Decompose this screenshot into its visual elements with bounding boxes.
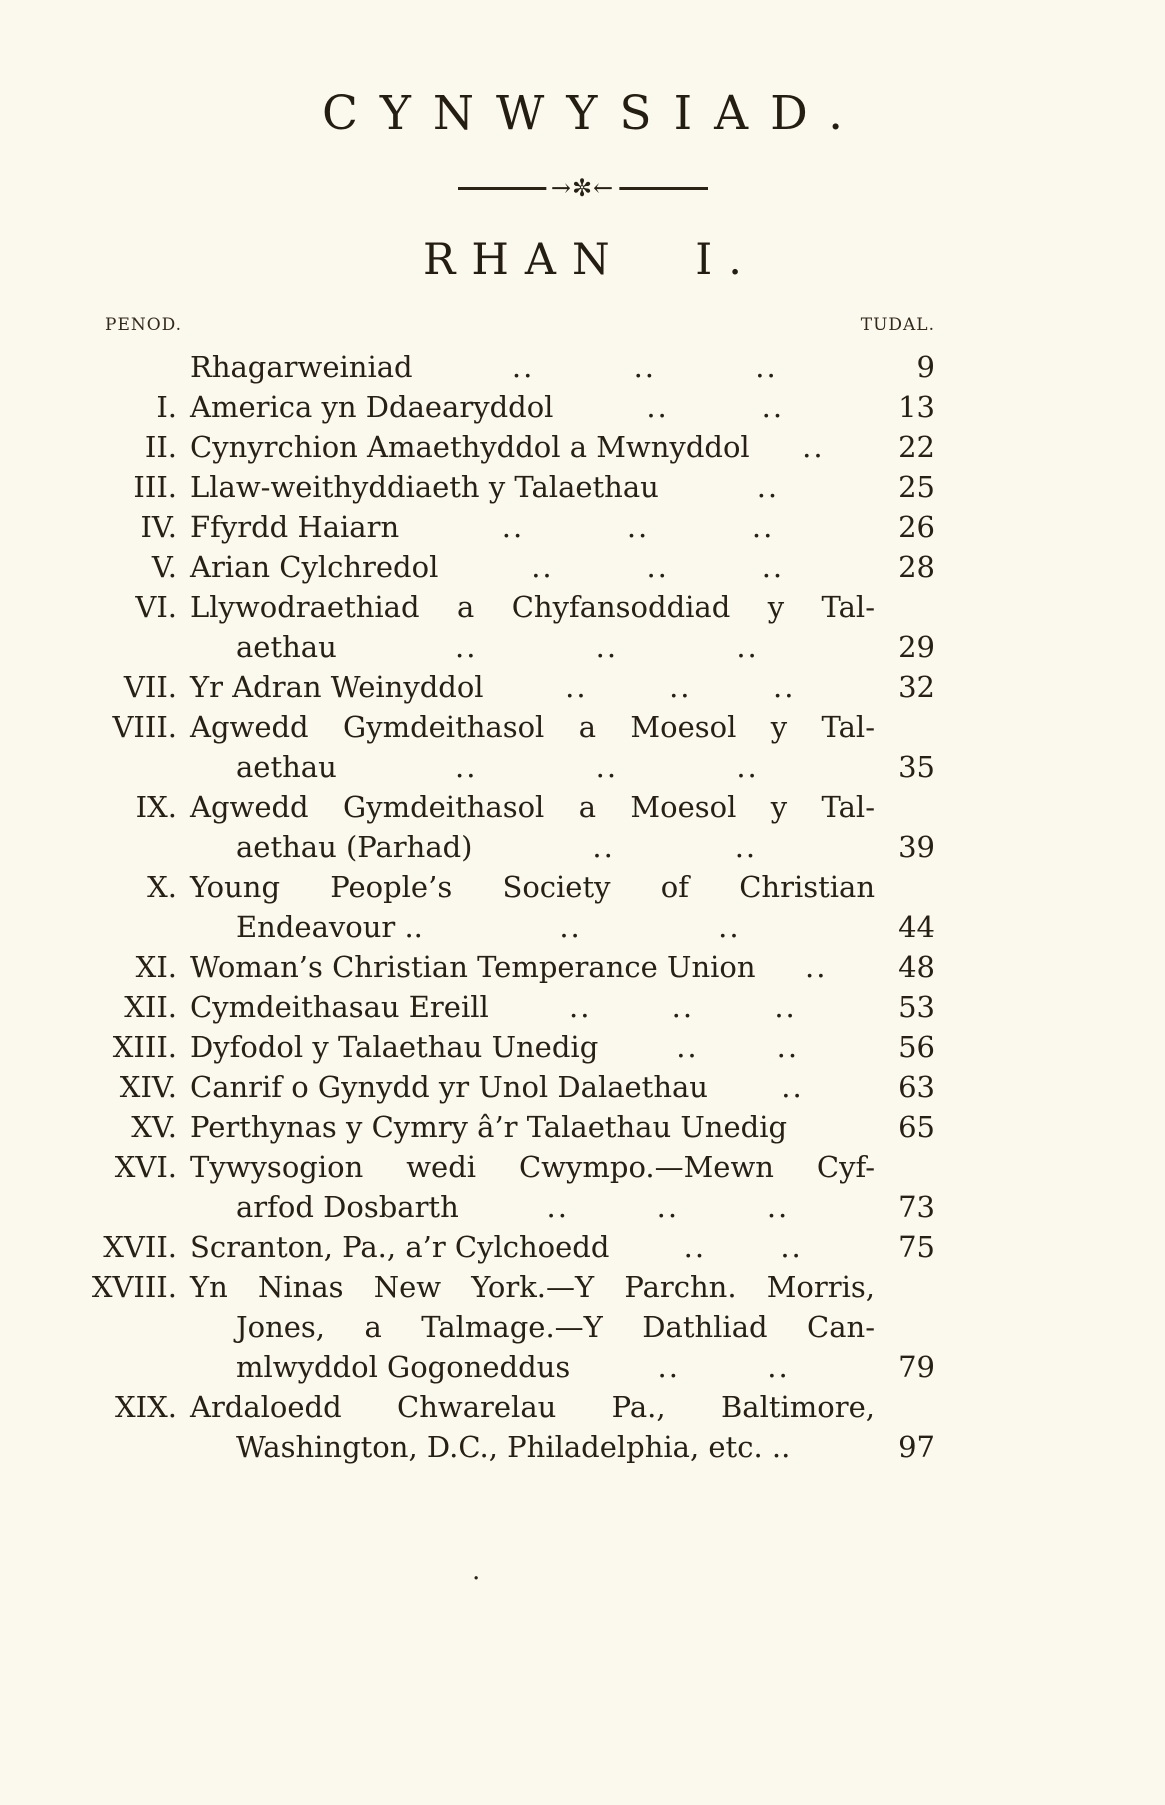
dot-group: .. bbox=[718, 910, 741, 944]
chapter-numeral: I. bbox=[156, 390, 177, 424]
entry-title: aethau bbox=[236, 630, 337, 664]
page-number: 97 bbox=[898, 1430, 935, 1464]
page-number: 65 bbox=[898, 1110, 935, 1144]
entry-final-line bbox=[190, 667, 935, 707]
entry-title: aethau bbox=[236, 750, 337, 784]
chapter-numeral: VI. bbox=[135, 590, 177, 624]
page-number: 28 bbox=[898, 550, 935, 584]
page-number: 9 bbox=[916, 350, 935, 384]
entry-line: Llywodraethiad a Chyfansoddiad y Tal- bbox=[190, 590, 875, 624]
ornamental-divider bbox=[458, 175, 708, 201]
dot-group: .. bbox=[646, 550, 669, 584]
dot-leader bbox=[484, 667, 877, 707]
toc-entry bbox=[55, 547, 935, 587]
toc-entry bbox=[55, 387, 935, 427]
entry-line: Agwedd Gymdeithasol a Moesol y Tal- bbox=[190, 790, 875, 824]
chapter-numeral: IX. bbox=[135, 790, 177, 824]
entry-final-line bbox=[190, 1227, 935, 1267]
page-number: 32 bbox=[898, 670, 935, 704]
page-number: 79 bbox=[898, 1350, 935, 1384]
entry-body bbox=[190, 427, 935, 467]
entry-final-line bbox=[190, 427, 935, 467]
page-number: 26 bbox=[898, 510, 935, 544]
page-number: 73 bbox=[898, 1190, 935, 1224]
entry-title: Arian Cylchredol bbox=[190, 550, 439, 584]
toc-entry bbox=[55, 427, 935, 467]
entry-title: Llaw-weithyddiaeth y Talaethau bbox=[190, 470, 659, 504]
entry-title: Canrif o Gynydd yr Unol Dalaethau bbox=[190, 1070, 708, 1104]
dot-leader bbox=[423, 907, 877, 947]
dot-group: .. bbox=[669, 670, 692, 704]
entry-body bbox=[190, 587, 935, 667]
entry-final-line bbox=[190, 987, 935, 1027]
entry-line: Ardaloedd Chwarelau Pa., Baltimore, bbox=[190, 1390, 875, 1424]
dot-leader bbox=[708, 1067, 877, 1107]
page-number: 22 bbox=[898, 430, 935, 464]
entry-final-line bbox=[190, 747, 935, 787]
toc-entry bbox=[55, 1027, 935, 1067]
dot-group: .. bbox=[736, 630, 759, 664]
entry-final-line bbox=[190, 467, 935, 507]
entry-final-line bbox=[190, 907, 935, 947]
toc-entry bbox=[55, 507, 935, 547]
entry-title: Rhagarweiniad bbox=[190, 350, 413, 384]
column-header-chapter: PENOD. bbox=[105, 315, 183, 335]
entry-final-line bbox=[190, 1067, 935, 1107]
dot-leader bbox=[659, 467, 877, 507]
entry-body bbox=[190, 947, 935, 987]
dot-leader bbox=[399, 507, 877, 547]
entry-line: Tywysogion wedi Cwympo.—Mewn Cyf- bbox=[190, 1150, 875, 1184]
entry-body bbox=[190, 867, 935, 947]
toc-entry bbox=[55, 467, 935, 507]
chapter-numeral: XIII. bbox=[112, 1030, 177, 1064]
page-number: 44 bbox=[898, 910, 935, 944]
dot-group: .. bbox=[531, 550, 554, 584]
page-number: 35 bbox=[898, 750, 935, 784]
dot-group: .. bbox=[761, 390, 785, 424]
toc-entry bbox=[55, 1067, 935, 1107]
entry-body bbox=[190, 1387, 935, 1467]
entry-body bbox=[190, 547, 935, 587]
entry-body bbox=[190, 1267, 935, 1387]
dot-group: .. bbox=[633, 350, 656, 384]
entry-final-line bbox=[190, 1107, 935, 1147]
entry-title: Dyfodol y Talaethau Unedig bbox=[190, 1030, 599, 1064]
chapter-numeral: XIX. bbox=[115, 1390, 177, 1424]
chapter-numeral: XVII. bbox=[103, 1230, 177, 1264]
entry-body bbox=[190, 1107, 935, 1147]
entry-title: Endeavour .. bbox=[236, 910, 423, 944]
chapter-numeral: XVIII. bbox=[91, 1270, 177, 1304]
entry-final-line bbox=[190, 627, 935, 667]
chapter-numeral: X. bbox=[147, 870, 177, 904]
dot-group: .. bbox=[501, 510, 525, 544]
page-number: 29 bbox=[898, 630, 935, 664]
toc-entry bbox=[55, 787, 935, 867]
dot-group: .. bbox=[646, 390, 669, 424]
entry-body bbox=[190, 347, 935, 387]
toc-entry bbox=[55, 667, 935, 707]
dot-group: .. bbox=[766, 1190, 790, 1224]
dot-group: .. bbox=[565, 670, 588, 704]
dot-leader bbox=[609, 1227, 877, 1267]
dot-group: .. bbox=[774, 990, 797, 1024]
chapter-numeral: IV. bbox=[140, 510, 177, 544]
toc-entry bbox=[55, 1107, 935, 1147]
entry-body bbox=[190, 1227, 935, 1267]
entry-final-line bbox=[190, 947, 935, 987]
entry-body bbox=[190, 987, 935, 1027]
column-headers bbox=[55, 315, 935, 335]
dot-group: .. bbox=[767, 1350, 790, 1384]
chapter-numeral: XI. bbox=[135, 950, 177, 984]
dot-leader bbox=[473, 827, 878, 867]
toc-entry bbox=[55, 587, 935, 667]
toc-entries bbox=[55, 347, 935, 1467]
divider-ornament-icon: →✼← bbox=[546, 175, 619, 201]
chapter-numeral: XIV. bbox=[119, 1070, 177, 1104]
dot-group: .. bbox=[595, 630, 619, 664]
dot-group: .. bbox=[656, 1190, 680, 1224]
entry-final-line bbox=[190, 547, 935, 587]
page-number: 75 bbox=[898, 1230, 935, 1264]
entry-final-line bbox=[190, 387, 935, 427]
dot-group: .. bbox=[781, 1070, 804, 1104]
toc-entry bbox=[55, 1147, 935, 1227]
dot-group: .. bbox=[454, 750, 478, 784]
dot-group: .. bbox=[671, 990, 695, 1024]
dot-leader bbox=[570, 1347, 877, 1387]
entry-body bbox=[190, 467, 935, 507]
dot-group: .. bbox=[683, 1230, 707, 1264]
chapter-numeral bbox=[55, 347, 190, 387]
dot-leader bbox=[598, 1027, 877, 1067]
dot-group: .. bbox=[736, 750, 759, 784]
page-number: 63 bbox=[898, 1070, 935, 1104]
dot-group: .. bbox=[776, 1030, 800, 1064]
dot-group: .. bbox=[761, 550, 785, 584]
entry-title: mlwyddol Gogoneddus bbox=[236, 1350, 571, 1384]
dot-group: .. bbox=[569, 990, 592, 1024]
dot-group: .. bbox=[756, 470, 780, 504]
dot-group: .. bbox=[751, 510, 775, 544]
entry-final-line bbox=[190, 1027, 935, 1067]
dot-leader bbox=[337, 747, 877, 787]
page-number: 13 bbox=[898, 390, 935, 424]
entry-body bbox=[190, 1147, 935, 1227]
dot-group: .. bbox=[676, 1030, 699, 1064]
dot-group: .. bbox=[511, 350, 535, 384]
dot-group: .. bbox=[734, 830, 758, 864]
dot-group: .. bbox=[626, 510, 650, 544]
entry-final-line bbox=[190, 1347, 935, 1387]
chapter-numeral: VII. bbox=[123, 670, 177, 704]
page-number: 53 bbox=[898, 990, 935, 1024]
dot-group: .. bbox=[546, 1190, 569, 1224]
entry-title: Perthynas y Cymry â’r Talaethau Unedig bbox=[190, 1110, 788, 1144]
chapter-numeral: XVI. bbox=[114, 1150, 177, 1184]
entry-title: arfod Dosbarth bbox=[236, 1190, 459, 1224]
toc-entry bbox=[55, 1227, 935, 1267]
page-number: 48 bbox=[898, 950, 935, 984]
page-number: 56 bbox=[898, 1030, 935, 1064]
entry-body bbox=[190, 787, 935, 867]
dot-group: .. bbox=[773, 670, 796, 704]
entry-body bbox=[190, 1027, 935, 1067]
column-header-page: TUDAL. bbox=[860, 315, 935, 335]
dot-leader bbox=[750, 427, 877, 467]
entry-title: Woman’s Christian Temperance Union bbox=[190, 950, 756, 984]
toc-entry bbox=[55, 347, 935, 387]
dot-leader bbox=[459, 1187, 877, 1227]
dot-group: .. bbox=[755, 350, 778, 384]
dot-group: .. bbox=[559, 910, 582, 944]
entry-final-line bbox=[190, 1187, 935, 1227]
entry-body bbox=[190, 1067, 935, 1107]
dot-group: .. bbox=[805, 950, 828, 984]
entry-title: Washington, D.C., Philadelphia, etc. .. bbox=[236, 1430, 791, 1464]
entry-final-line bbox=[190, 827, 935, 867]
entry-title: Ffyrdd Haiarn bbox=[190, 510, 400, 544]
entry-line: Jones, a Talmage.—Y Dathliad Can- bbox=[236, 1310, 875, 1344]
printers-mark: . bbox=[472, 1556, 481, 1586]
chapter-numeral: II. bbox=[144, 430, 177, 464]
chapter-numeral: VIII. bbox=[112, 710, 177, 744]
dot-group: .. bbox=[802, 430, 825, 464]
dot-group: .. bbox=[595, 750, 619, 784]
page-number: 39 bbox=[898, 830, 935, 864]
entry-title: Yr Adran Weinyddol bbox=[190, 670, 484, 704]
toc-entry bbox=[55, 1267, 935, 1387]
dot-leader bbox=[337, 627, 877, 667]
toc-entry bbox=[55, 987, 935, 1027]
toc-entry bbox=[55, 947, 935, 987]
entry-final-line bbox=[190, 1427, 935, 1467]
entry-title: aethau (Parhad) bbox=[236, 830, 473, 864]
dot-group: .. bbox=[657, 1350, 680, 1384]
entry-title: America yn Ddaearyddol bbox=[190, 390, 554, 424]
entry-body bbox=[190, 387, 935, 427]
dot-group: .. bbox=[592, 830, 615, 864]
chapter-numeral: XII. bbox=[124, 990, 177, 1024]
dot-leader bbox=[756, 947, 877, 987]
toc-entry bbox=[55, 867, 935, 947]
dot-leader bbox=[553, 387, 877, 427]
entry-title: Cymdeithasau Ereill bbox=[190, 990, 489, 1024]
page-number: 25 bbox=[898, 470, 935, 504]
dot-leader bbox=[489, 987, 877, 1027]
toc-entry bbox=[55, 707, 935, 787]
chapter-numeral: III. bbox=[133, 470, 177, 504]
chapter-numeral: V. bbox=[151, 550, 177, 584]
dot-group: .. bbox=[454, 630, 478, 664]
page-title: CYNWYSIAD. bbox=[321, 86, 866, 141]
entry-final-line bbox=[190, 507, 935, 547]
entry-body bbox=[190, 707, 935, 787]
chapter-numeral: XV. bbox=[131, 1110, 177, 1144]
entry-line: Young People’s Society of Christian bbox=[190, 870, 875, 904]
entry-line: Yn Ninas New York.—Y Parchn. Morris, bbox=[190, 1270, 875, 1304]
entry-line: Agwedd Gymdeithasol a Moesol y Tal- bbox=[190, 710, 875, 744]
entry-body bbox=[190, 667, 935, 707]
dot-group: .. bbox=[780, 1230, 803, 1264]
dot-leader bbox=[413, 347, 877, 387]
entry-title: Scranton, Pa., a’r Cylchoedd bbox=[190, 1230, 610, 1264]
entry-final-line bbox=[190, 347, 935, 387]
entry-title: Cynyrchion Amaethyddol a Mwnyddol bbox=[190, 430, 750, 464]
section-heading: RHAN I. bbox=[423, 235, 758, 285]
dot-leader bbox=[438, 547, 877, 587]
toc-entry bbox=[55, 1387, 935, 1467]
entry-body bbox=[190, 507, 935, 547]
